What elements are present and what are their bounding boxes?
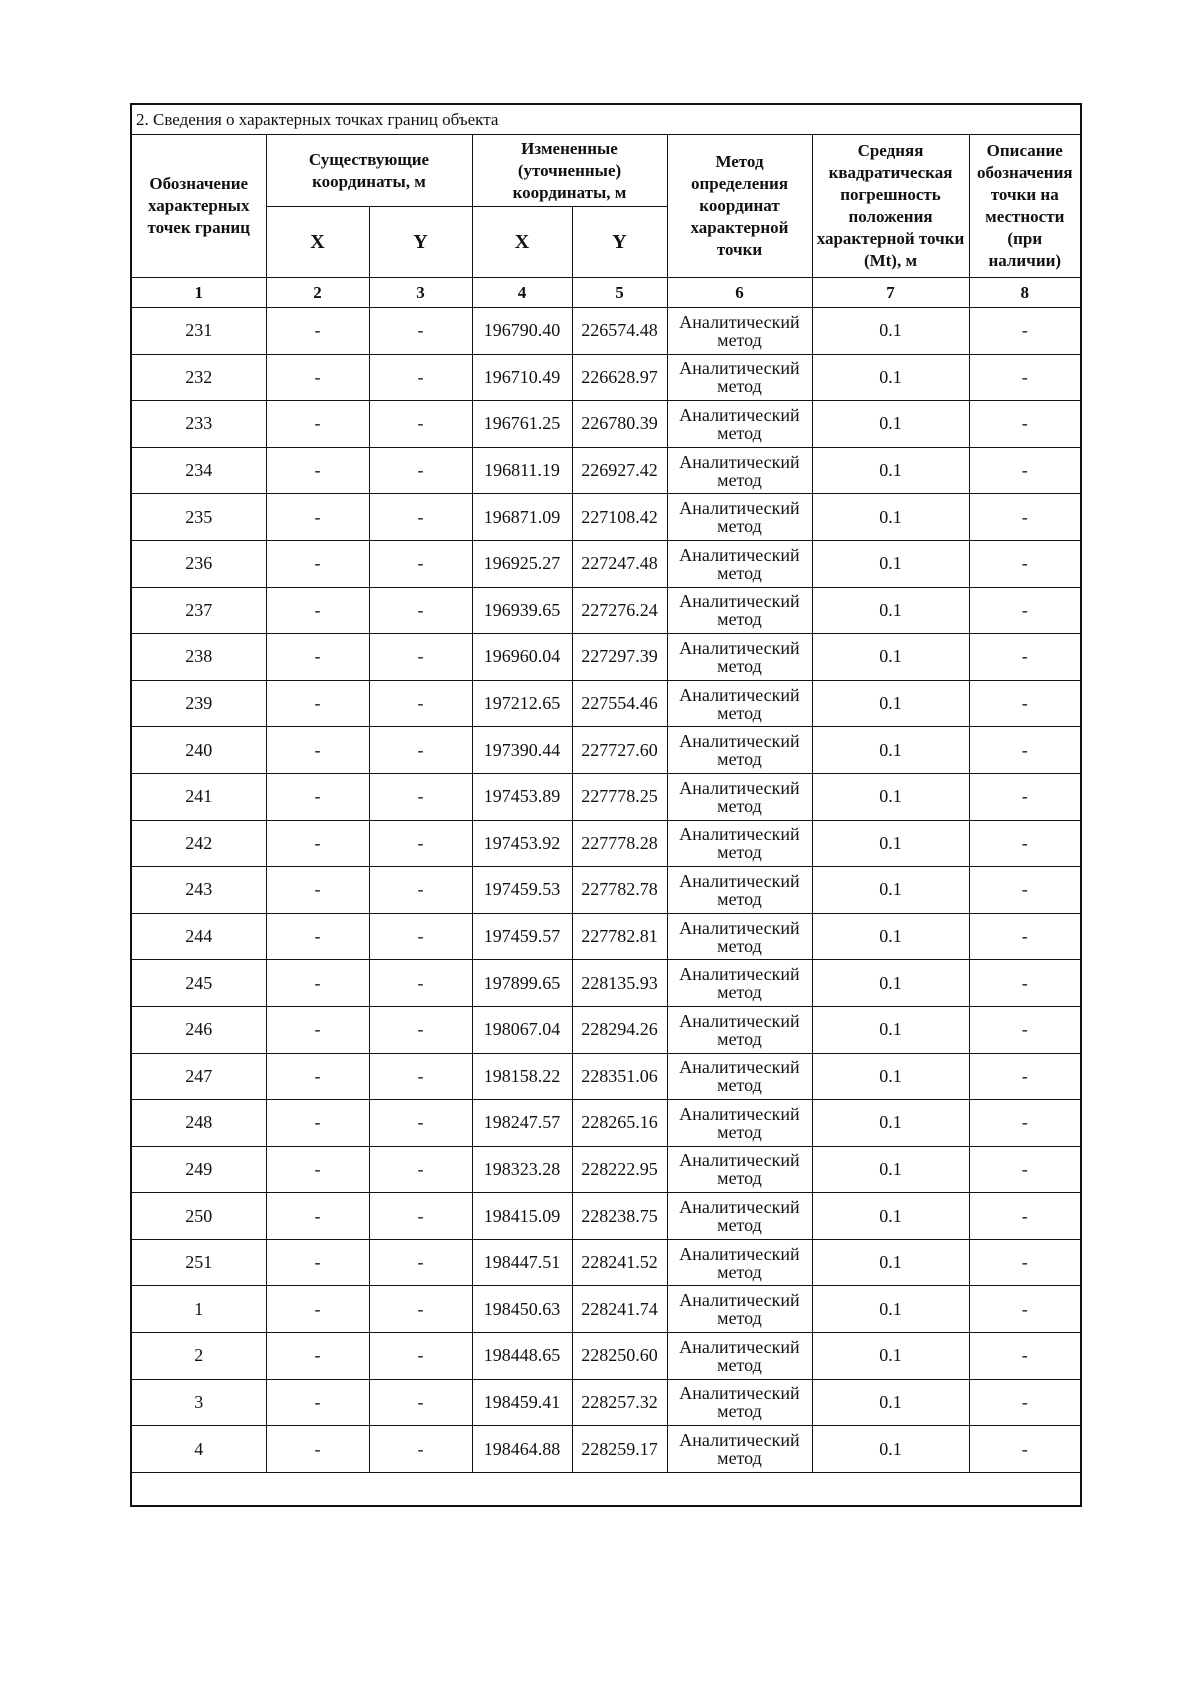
cell-point: 237 — [131, 587, 266, 634]
cell-description: - — [969, 913, 1081, 960]
table-row — [131, 354, 1081, 401]
cell-y: 228351.06 — [572, 1053, 667, 1100]
cell-existing-y: - — [369, 1053, 472, 1100]
cell-description: - — [969, 1193, 1081, 1240]
cell-existing-x: - — [266, 447, 369, 494]
cell-x: 197459.57 — [472, 913, 572, 960]
cell-description: - — [969, 1006, 1081, 1053]
cell-description: - — [969, 1239, 1081, 1286]
cell-y: 226780.39 — [572, 401, 667, 448]
cell-method — [667, 1053, 812, 1100]
method-line: Аналитический — [679, 1383, 800, 1404]
cell-existing-y: - — [369, 1333, 472, 1380]
cell-existing-x: - — [266, 1286, 369, 1333]
method-line: Аналитический — [679, 1010, 800, 1031]
cell-y: 228265.16 — [572, 1100, 667, 1147]
cell-mt: 0.1 — [812, 308, 969, 355]
cell-method — [667, 1286, 812, 1333]
method-line: метод — [717, 329, 762, 350]
cell-y: 228259.17 — [572, 1426, 667, 1473]
cell-existing-x: - — [266, 1239, 369, 1286]
cell-existing-y: - — [369, 1193, 472, 1240]
cell-existing-x: - — [266, 727, 369, 774]
table-row — [131, 867, 1081, 914]
cell-y: 226628.97 — [572, 354, 667, 401]
cell-description: - — [969, 1146, 1081, 1193]
cell-existing-y: - — [369, 1006, 472, 1053]
cell-y: 228257.32 — [572, 1379, 667, 1426]
cell-method — [667, 1379, 812, 1426]
cell-description: - — [969, 1100, 1081, 1147]
cell-y: 228250.60 — [572, 1333, 667, 1380]
cell-method — [667, 913, 812, 960]
cell-x: 197212.65 — [472, 680, 572, 727]
cell-x: 196871.09 — [472, 494, 572, 541]
method-line: Аналитический — [679, 1243, 800, 1264]
method-line: Аналитический — [679, 1103, 800, 1124]
header-existing-x: X — [266, 207, 369, 278]
method-line: метод — [717, 1075, 762, 1096]
cell-mt: 0.1 — [812, 867, 969, 914]
cell-y: 228241.74 — [572, 1286, 667, 1333]
table-row — [131, 1193, 1081, 1240]
cell-method — [667, 494, 812, 541]
cell-existing-y: - — [369, 727, 472, 774]
cell-existing-x: - — [266, 1053, 369, 1100]
cell-mt: 0.1 — [812, 494, 969, 541]
cell-description: - — [969, 820, 1081, 867]
cell-existing-y: - — [369, 308, 472, 355]
cell-method — [667, 1146, 812, 1193]
cell-description: - — [969, 1379, 1081, 1426]
cell-method — [667, 773, 812, 820]
table-row — [131, 727, 1081, 774]
cell-existing-y: - — [369, 1426, 472, 1473]
cell-y: 226574.48 — [572, 308, 667, 355]
cell-existing-y: - — [369, 447, 472, 494]
header-existing-y: Y — [369, 207, 472, 278]
cell-existing-y: - — [369, 494, 472, 541]
header-error: Средняя квадратическая погрешность положения характерной точки (Mt), м — [812, 135, 969, 278]
column-number: 8 — [969, 278, 1081, 308]
cell-existing-x: - — [266, 867, 369, 914]
cell-description: - — [969, 727, 1081, 774]
method-line: метод — [717, 749, 762, 770]
header-point-designation: Обозначение характерных точек границ — [131, 135, 266, 278]
cell-mt: 0.1 — [812, 1286, 969, 1333]
cell-mt: 0.1 — [812, 540, 969, 587]
method-line: Аналитический — [679, 591, 800, 612]
cell-description: - — [969, 1286, 1081, 1333]
table-row — [131, 401, 1081, 448]
method-line: метод — [717, 1308, 762, 1329]
cell-mt: 0.1 — [812, 1379, 969, 1426]
method-line: Аналитический — [679, 637, 800, 658]
empty-cell — [131, 1472, 1081, 1506]
cell-point: 249 — [131, 1146, 266, 1193]
column-number: 1 — [131, 278, 266, 308]
cell-point: 248 — [131, 1100, 266, 1147]
method-line: метод — [717, 1448, 762, 1469]
cell-description: - — [969, 1053, 1081, 1100]
cell-point: 240 — [131, 727, 266, 774]
method-line: метод — [717, 1401, 762, 1422]
cell-y: 227782.81 — [572, 913, 667, 960]
cell-method — [667, 867, 812, 914]
method-line: метод — [717, 1261, 762, 1282]
cell-mt: 0.1 — [812, 1053, 969, 1100]
cell-existing-y: - — [369, 960, 472, 1007]
method-line: Аналитический — [679, 1430, 800, 1451]
cell-description: - — [969, 867, 1081, 914]
cell-point: 242 — [131, 820, 266, 867]
method-line: метод — [717, 935, 762, 956]
column-number: 4 — [472, 278, 572, 308]
cell-method — [667, 447, 812, 494]
cell-description: - — [969, 540, 1081, 587]
cell-existing-x: - — [266, 773, 369, 820]
cell-existing-x: - — [266, 1193, 369, 1240]
cell-method — [667, 727, 812, 774]
table-row — [131, 308, 1081, 355]
method-line: Аналитический — [679, 870, 800, 891]
cell-point: 236 — [131, 540, 266, 587]
boundary-points-table — [130, 103, 1082, 1507]
cell-method — [667, 354, 812, 401]
cell-y: 228294.26 — [572, 1006, 667, 1053]
method-line: Аналитический — [679, 1150, 800, 1171]
cell-existing-x: - — [266, 540, 369, 587]
cell-x: 198415.09 — [472, 1193, 572, 1240]
cell-existing-x: - — [266, 1146, 369, 1193]
column-number: 5 — [572, 278, 667, 308]
cell-mt: 0.1 — [812, 354, 969, 401]
header-method: Метод определения координат характерной точки — [667, 135, 812, 278]
cell-point: 244 — [131, 913, 266, 960]
cell-mt: 0.1 — [812, 634, 969, 681]
cell-x: 197453.89 — [472, 773, 572, 820]
cell-description: - — [969, 634, 1081, 681]
table-row — [131, 1006, 1081, 1053]
method-line: метод — [717, 609, 762, 630]
cell-existing-x: - — [266, 1426, 369, 1473]
cell-existing-x: - — [266, 960, 369, 1007]
cell-existing-x: - — [266, 587, 369, 634]
cell-description: - — [969, 447, 1081, 494]
cell-point: 251 — [131, 1239, 266, 1286]
cell-mt: 0.1 — [812, 727, 969, 774]
empty-footer-row — [131, 1472, 1081, 1506]
column-number: 6 — [667, 278, 812, 308]
table-row — [131, 1379, 1081, 1426]
cell-description: - — [969, 1333, 1081, 1380]
cell-x: 198158.22 — [472, 1053, 572, 1100]
header-changed-coords: Измененные (уточненные) координаты, м — [472, 135, 667, 207]
header-existing-coords: Существующие координаты, м — [266, 135, 472, 207]
cell-y: 227276.24 — [572, 587, 667, 634]
cell-mt: 0.1 — [812, 773, 969, 820]
cell-x: 197453.92 — [472, 820, 572, 867]
cell-method — [667, 1239, 812, 1286]
cell-x: 196925.27 — [472, 540, 572, 587]
header-changed-y: Y — [572, 207, 667, 278]
method-line: метод — [717, 795, 762, 816]
cell-x: 196710.49 — [472, 354, 572, 401]
cell-x: 198323.28 — [472, 1146, 572, 1193]
cell-y: 228238.75 — [572, 1193, 667, 1240]
method-line: метод — [717, 1121, 762, 1142]
cell-existing-y: - — [369, 634, 472, 681]
table-row — [131, 680, 1081, 727]
cell-point: 245 — [131, 960, 266, 1007]
table-row — [131, 1100, 1081, 1147]
cell-point: 241 — [131, 773, 266, 820]
cell-y: 227778.25 — [572, 773, 667, 820]
cell-point: 243 — [131, 867, 266, 914]
cell-y: 228222.95 — [572, 1146, 667, 1193]
method-line: Аналитический — [679, 451, 800, 472]
cell-existing-y: - — [369, 540, 472, 587]
method-line: метод — [717, 702, 762, 723]
cell-method — [667, 1193, 812, 1240]
method-line: метод — [717, 376, 762, 397]
table-row — [131, 1426, 1081, 1473]
cell-existing-x: - — [266, 634, 369, 681]
cell-existing-y: - — [369, 773, 472, 820]
cell-x: 196811.19 — [472, 447, 572, 494]
cell-x: 198067.04 — [472, 1006, 572, 1053]
cell-existing-x: - — [266, 1333, 369, 1380]
method-line: Аналитический — [679, 1290, 800, 1311]
cell-existing-x: - — [266, 494, 369, 541]
method-line: Аналитический — [679, 731, 800, 752]
cell-existing-x: - — [266, 680, 369, 727]
cell-x: 198448.65 — [472, 1333, 572, 1380]
column-number: 7 — [812, 278, 969, 308]
cell-x: 197459.53 — [472, 867, 572, 914]
cell-existing-y: - — [369, 1286, 472, 1333]
table-row — [131, 1239, 1081, 1286]
cell-mt: 0.1 — [812, 1426, 969, 1473]
cell-description: - — [969, 494, 1081, 541]
cell-mt: 0.1 — [812, 401, 969, 448]
cell-description: - — [969, 680, 1081, 727]
table-row — [131, 773, 1081, 820]
cell-existing-x: - — [266, 401, 369, 448]
table-row — [131, 820, 1081, 867]
cell-x: 198459.41 — [472, 1379, 572, 1426]
method-line: Аналитический — [679, 544, 800, 565]
table-row — [131, 1286, 1081, 1333]
method-line: метод — [717, 655, 762, 676]
cell-description: - — [969, 401, 1081, 448]
method-line: Аналитический — [679, 777, 800, 798]
cell-x: 198447.51 — [472, 1239, 572, 1286]
cell-existing-y: - — [369, 587, 472, 634]
cell-point: 4 — [131, 1426, 266, 1473]
table-body — [131, 308, 1081, 1473]
table-row — [131, 494, 1081, 541]
cell-y: 227247.48 — [572, 540, 667, 587]
cell-y: 227554.46 — [572, 680, 667, 727]
cell-description: - — [969, 960, 1081, 1007]
cell-method — [667, 1426, 812, 1473]
method-line: метод — [717, 1215, 762, 1236]
cell-point: 250 — [131, 1193, 266, 1240]
cell-existing-x: - — [266, 1100, 369, 1147]
cell-x: 196960.04 — [472, 634, 572, 681]
cell-existing-y: - — [369, 1379, 472, 1426]
method-line: Аналитический — [679, 684, 800, 705]
cell-point: 232 — [131, 354, 266, 401]
cell-method — [667, 634, 812, 681]
cell-description: - — [969, 308, 1081, 355]
method-line: метод — [717, 1168, 762, 1189]
method-line: метод — [717, 422, 762, 443]
cell-y: 227727.60 — [572, 727, 667, 774]
table-row — [131, 447, 1081, 494]
column-number: 2 — [266, 278, 369, 308]
method-line: Аналитический — [679, 358, 800, 379]
method-line: метод — [717, 1354, 762, 1375]
cell-existing-x: - — [266, 1006, 369, 1053]
cell-point: 235 — [131, 494, 266, 541]
cell-mt: 0.1 — [812, 1239, 969, 1286]
cell-description: - — [969, 1426, 1081, 1473]
cell-description: - — [969, 354, 1081, 401]
cell-existing-y: - — [369, 820, 472, 867]
table-row — [131, 587, 1081, 634]
cell-existing-y: - — [369, 867, 472, 914]
cell-y: 227778.28 — [572, 820, 667, 867]
method-line: Аналитический — [679, 498, 800, 519]
cell-mt: 0.1 — [812, 1193, 969, 1240]
cell-point: 231 — [131, 308, 266, 355]
column-numbers-row — [131, 278, 1081, 308]
cell-mt: 0.1 — [812, 820, 969, 867]
table-row — [131, 1146, 1081, 1193]
section-title: 2. Сведения о характерных точках границ объекта — [131, 104, 1081, 135]
cell-mt: 0.1 — [812, 1146, 969, 1193]
method-line: Аналитический — [679, 311, 800, 332]
cell-point: 1 — [131, 1286, 266, 1333]
cell-mt: 0.1 — [812, 680, 969, 727]
cell-description: - — [969, 587, 1081, 634]
cell-existing-x: - — [266, 308, 369, 355]
cell-method — [667, 1006, 812, 1053]
cell-point: 246 — [131, 1006, 266, 1053]
cell-method — [667, 308, 812, 355]
method-line: метод — [717, 982, 762, 1003]
table-row — [131, 540, 1081, 587]
header-description: Описание обозначения точки на местности (при наличии) — [969, 135, 1081, 278]
cell-method — [667, 401, 812, 448]
cell-mt: 0.1 — [812, 960, 969, 1007]
cell-existing-y: - — [369, 913, 472, 960]
cell-mt: 0.1 — [812, 447, 969, 494]
cell-x: 196939.65 — [472, 587, 572, 634]
method-line: метод — [717, 888, 762, 909]
method-line: Аналитический — [679, 1197, 800, 1218]
cell-description: - — [969, 773, 1081, 820]
cell-method — [667, 960, 812, 1007]
table-row — [131, 1333, 1081, 1380]
cell-x: 197390.44 — [472, 727, 572, 774]
cell-point: 238 — [131, 634, 266, 681]
cell-method — [667, 1100, 812, 1147]
cell-y: 228135.93 — [572, 960, 667, 1007]
column-number: 3 — [369, 278, 472, 308]
cell-existing-y: - — [369, 1100, 472, 1147]
table-row — [131, 913, 1081, 960]
table-row — [131, 634, 1081, 681]
method-line: Аналитический — [679, 964, 800, 985]
cell-method — [667, 820, 812, 867]
header-changed-x: X — [472, 207, 572, 278]
cell-existing-y: - — [369, 1146, 472, 1193]
cell-y: 227297.39 — [572, 634, 667, 681]
cell-mt: 0.1 — [812, 587, 969, 634]
cell-existing-y: - — [369, 1239, 472, 1286]
cell-mt: 0.1 — [812, 1006, 969, 1053]
cell-existing-x: - — [266, 913, 369, 960]
cell-point: 233 — [131, 401, 266, 448]
method-line: Аналитический — [679, 824, 800, 845]
cell-y: 227782.78 — [572, 867, 667, 914]
method-line: метод — [717, 842, 762, 863]
cell-point: 234 — [131, 447, 266, 494]
cell-mt: 0.1 — [812, 1100, 969, 1147]
method-line: Аналитический — [679, 1336, 800, 1357]
cell-x: 198450.63 — [472, 1286, 572, 1333]
cell-point: 247 — [131, 1053, 266, 1100]
method-line: метод — [717, 469, 762, 490]
method-line: метод — [717, 516, 762, 537]
cell-method — [667, 587, 812, 634]
table-row — [131, 960, 1081, 1007]
cell-method — [667, 540, 812, 587]
cell-x: 198464.88 — [472, 1426, 572, 1473]
cell-y: 228241.52 — [572, 1239, 667, 1286]
cell-point: 239 — [131, 680, 266, 727]
cell-x: 196761.25 — [472, 401, 572, 448]
cell-method — [667, 680, 812, 727]
cell-x: 197899.65 — [472, 960, 572, 1007]
cell-existing-x: - — [266, 820, 369, 867]
method-line: Аналитический — [679, 1057, 800, 1078]
cell-mt: 0.1 — [812, 1333, 969, 1380]
cell-point: 3 — [131, 1379, 266, 1426]
table-row — [131, 1053, 1081, 1100]
cell-existing-x: - — [266, 354, 369, 401]
method-line: метод — [717, 1028, 762, 1049]
method-line: метод — [717, 562, 762, 583]
cell-y: 226927.42 — [572, 447, 667, 494]
cell-existing-y: - — [369, 354, 472, 401]
cell-existing-y: - — [369, 401, 472, 448]
cell-existing-x: - — [266, 1379, 369, 1426]
cell-mt: 0.1 — [812, 913, 969, 960]
cell-method — [667, 1333, 812, 1380]
cell-y: 227108.42 — [572, 494, 667, 541]
cell-point: 2 — [131, 1333, 266, 1380]
cell-x: 198247.57 — [472, 1100, 572, 1147]
method-line: Аналитический — [679, 917, 800, 938]
cell-x: 196790.40 — [472, 308, 572, 355]
cell-existing-y: - — [369, 680, 472, 727]
method-line: Аналитический — [679, 404, 800, 425]
